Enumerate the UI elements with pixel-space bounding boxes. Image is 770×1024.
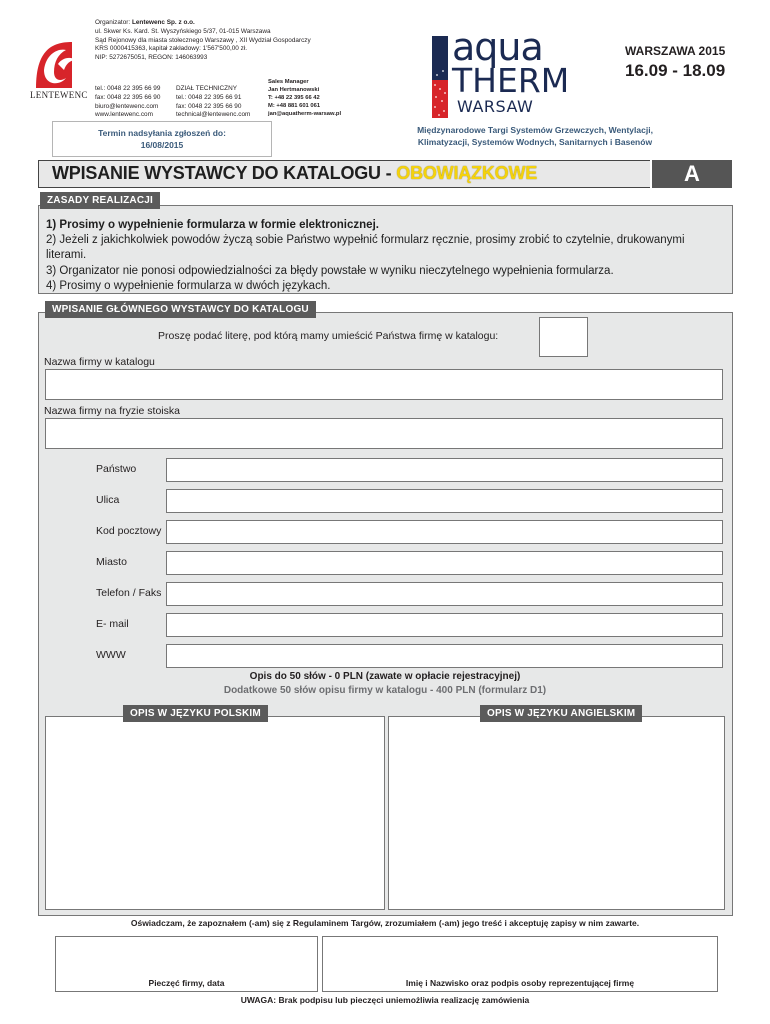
country-input[interactable] xyxy=(166,458,723,482)
city-label: Miasto xyxy=(96,556,127,568)
phone-fax-label: Telefon / Faks xyxy=(96,587,162,599)
www-input[interactable] xyxy=(166,644,723,668)
form-title-highlight: OBOWIĄZKOWE xyxy=(396,163,538,183)
tech-dept-contacts xyxy=(176,85,250,120)
organizer-court: Sąd Rejonowy dla miasta stołecznego Warszawy , XII Wydział Gospodarczy xyxy=(95,36,311,44)
rule-item: 4) Prosimy o wypełnienie formularza w dwóch językach. xyxy=(46,279,331,292)
country-label: Państwo xyxy=(96,463,137,475)
organizer-info xyxy=(95,19,311,63)
description-polish-textarea[interactable] xyxy=(45,716,385,910)
organizer-name: Lentewenc Sp. z o.o. xyxy=(131,19,195,26)
city-input[interactable] xyxy=(166,551,723,575)
rule-item: 2) Jeżeli z jakichkolwiek powodów życzą sobie Państwo wypełnić formularz ręcznie, prosimy zrobić to czytelnie, drukowanymi literami. xyxy=(46,234,685,262)
event-dates: 16.09 - 18.09 xyxy=(625,61,726,80)
description-english-tab: OPIS W JĘZYKU ANGIELSKIM xyxy=(480,705,642,722)
rule-item: 3) Organizator nie ponosi odpowiedzialności za błędy powstałe w wyniku nieczytelnego wypełnienia formularza. xyxy=(46,264,614,277)
rules-list xyxy=(46,218,726,294)
aquatherm-logo-warsaw: WARSAW xyxy=(457,97,534,116)
description-english-textarea[interactable] xyxy=(388,716,725,910)
sales-email[interactable]: jan@aquatherm-warsaw.pl xyxy=(268,111,342,117)
main-exhibitor-tab: WPISANIE GŁÓWNEGO WYSTAWCY DO KATALOGU xyxy=(45,301,316,318)
tech-dept-fax: fax: 0048 22 395 66 90 xyxy=(176,102,242,110)
catalog-name-label: Nazwa firmy w katalogu xyxy=(44,356,155,368)
aquatherm-logo-therm: THERM xyxy=(452,61,570,100)
declaration-text: Oświadczam, że zapoznałem (-am) się z Regulaminem Targów, zrozumiałem (-am) jego treść i akceptuję zapisy w nim zawarte. xyxy=(130,918,640,928)
frieze-name-label: Nazwa firmy na fryzie stoiska xyxy=(44,405,180,417)
sales-contacts xyxy=(268,78,341,118)
form-title xyxy=(52,163,537,184)
signature-label: Imię i Nazwisko oraz podpis osoby reprezentującej firmę xyxy=(405,978,635,988)
tech-dept-email[interactable]: technical@lentewenc.com xyxy=(176,111,251,119)
catalog-name-input[interactable] xyxy=(45,369,723,400)
catalog-letter-prompt: Proszę podać literę, pod którą mamy umieścić Państwa firmę w katalogu: xyxy=(158,330,499,342)
form-title-main: WPISANIE WYSTAWCY DO KATALOGU - xyxy=(52,163,397,183)
sales-name: Jan Hertmanowski xyxy=(268,87,320,93)
organizer-fax: fax: 0048 22 395 66 90 xyxy=(95,93,161,101)
description-pricing-note: Opis do 50 słów - 0 PLN (zawate w opłacie rejestracyjnej) xyxy=(249,671,521,682)
organizer-nip: NIP: 5272675051, REGON: 146063993 xyxy=(95,54,208,62)
rules-tab: ZASADY REALIZACJI xyxy=(40,192,160,209)
tech-dept-title: DZIAŁ TECHNICZNY xyxy=(176,85,237,92)
phone-fax-input[interactable] xyxy=(166,582,723,606)
description-polish-tab: OPIS W JĘZYKU POLSKIM xyxy=(123,705,268,722)
tech-dept-tel: tel.: 0048 22 395 66 91 xyxy=(176,93,242,101)
aquatherm-logo-stripe xyxy=(430,36,450,118)
sales-mobile: M: +48 881 601 061 xyxy=(268,103,321,109)
aquatherm-logo-aqua: aqua xyxy=(452,25,543,69)
deadline-box xyxy=(52,121,272,157)
organizer-www[interactable]: www.lentewenc.com xyxy=(95,111,153,119)
organizer-contacts xyxy=(95,85,160,120)
organizer-tel: tel.: 0048 22 395 66 99 xyxy=(95,85,161,92)
rule-item: 1) Prosimy o wypełnienie formularza w formie elektronicznej. xyxy=(46,219,379,231)
organizer-krs: KRS 0000415363, kapitał zakładowy: 1'567'500,00 zł. xyxy=(95,45,248,53)
organizer-email[interactable]: biuro@lentewenc.com xyxy=(95,102,159,110)
event-city-year: WARSZAWA 2015 xyxy=(625,44,726,58)
organizer-address: ul. Skwer Ks. Kard. St. Wyszyńskiego 5/37, 01-015 Warszawa xyxy=(95,27,271,35)
fair-description-line1: Międzynarodowe Targi Systemów Grzewczych, Wentylacji, xyxy=(417,125,653,135)
postal-code-label: Kod pocztowy xyxy=(96,525,162,537)
catalog-letter-input[interactable] xyxy=(539,317,588,357)
email-label: E- mail xyxy=(96,618,129,630)
street-input[interactable] xyxy=(166,489,723,513)
sales-title: Sales Manager xyxy=(268,79,309,85)
fair-description-line2: Klimatyzacji, Systemów Wodnych, Sanitarnych i Basenów xyxy=(417,137,653,147)
form-letter-badge: A xyxy=(652,160,732,188)
frieze-name-input[interactable] xyxy=(45,418,723,449)
warning-text: UWAGA: Brak podpisu lub pieczęci uniemożliwia realizację zamówienia xyxy=(240,995,530,1005)
lentewenc-logo-text: LENTEWENC xyxy=(30,90,88,100)
postal-code-input[interactable] xyxy=(166,520,723,544)
additional-description-note: Dodatkowe 50 słów opisu firmy w katalogu - 400 PLN (formularz D1) xyxy=(223,685,547,696)
organizer-label: Organizator: xyxy=(95,19,132,26)
fair-description xyxy=(335,124,735,148)
email-input[interactable] xyxy=(166,613,723,637)
sales-tel: T: +48 22 395 66 42 xyxy=(268,95,320,101)
deadline-label: Termin nadsyłania zgłoszeń do: xyxy=(98,128,226,138)
street-label: Ulica xyxy=(96,494,120,506)
deadline-date: 16/08/2015 xyxy=(140,140,184,150)
www-label: WWW xyxy=(96,649,126,661)
company-stamp-label: Pieczęć firmy, data xyxy=(148,978,225,988)
